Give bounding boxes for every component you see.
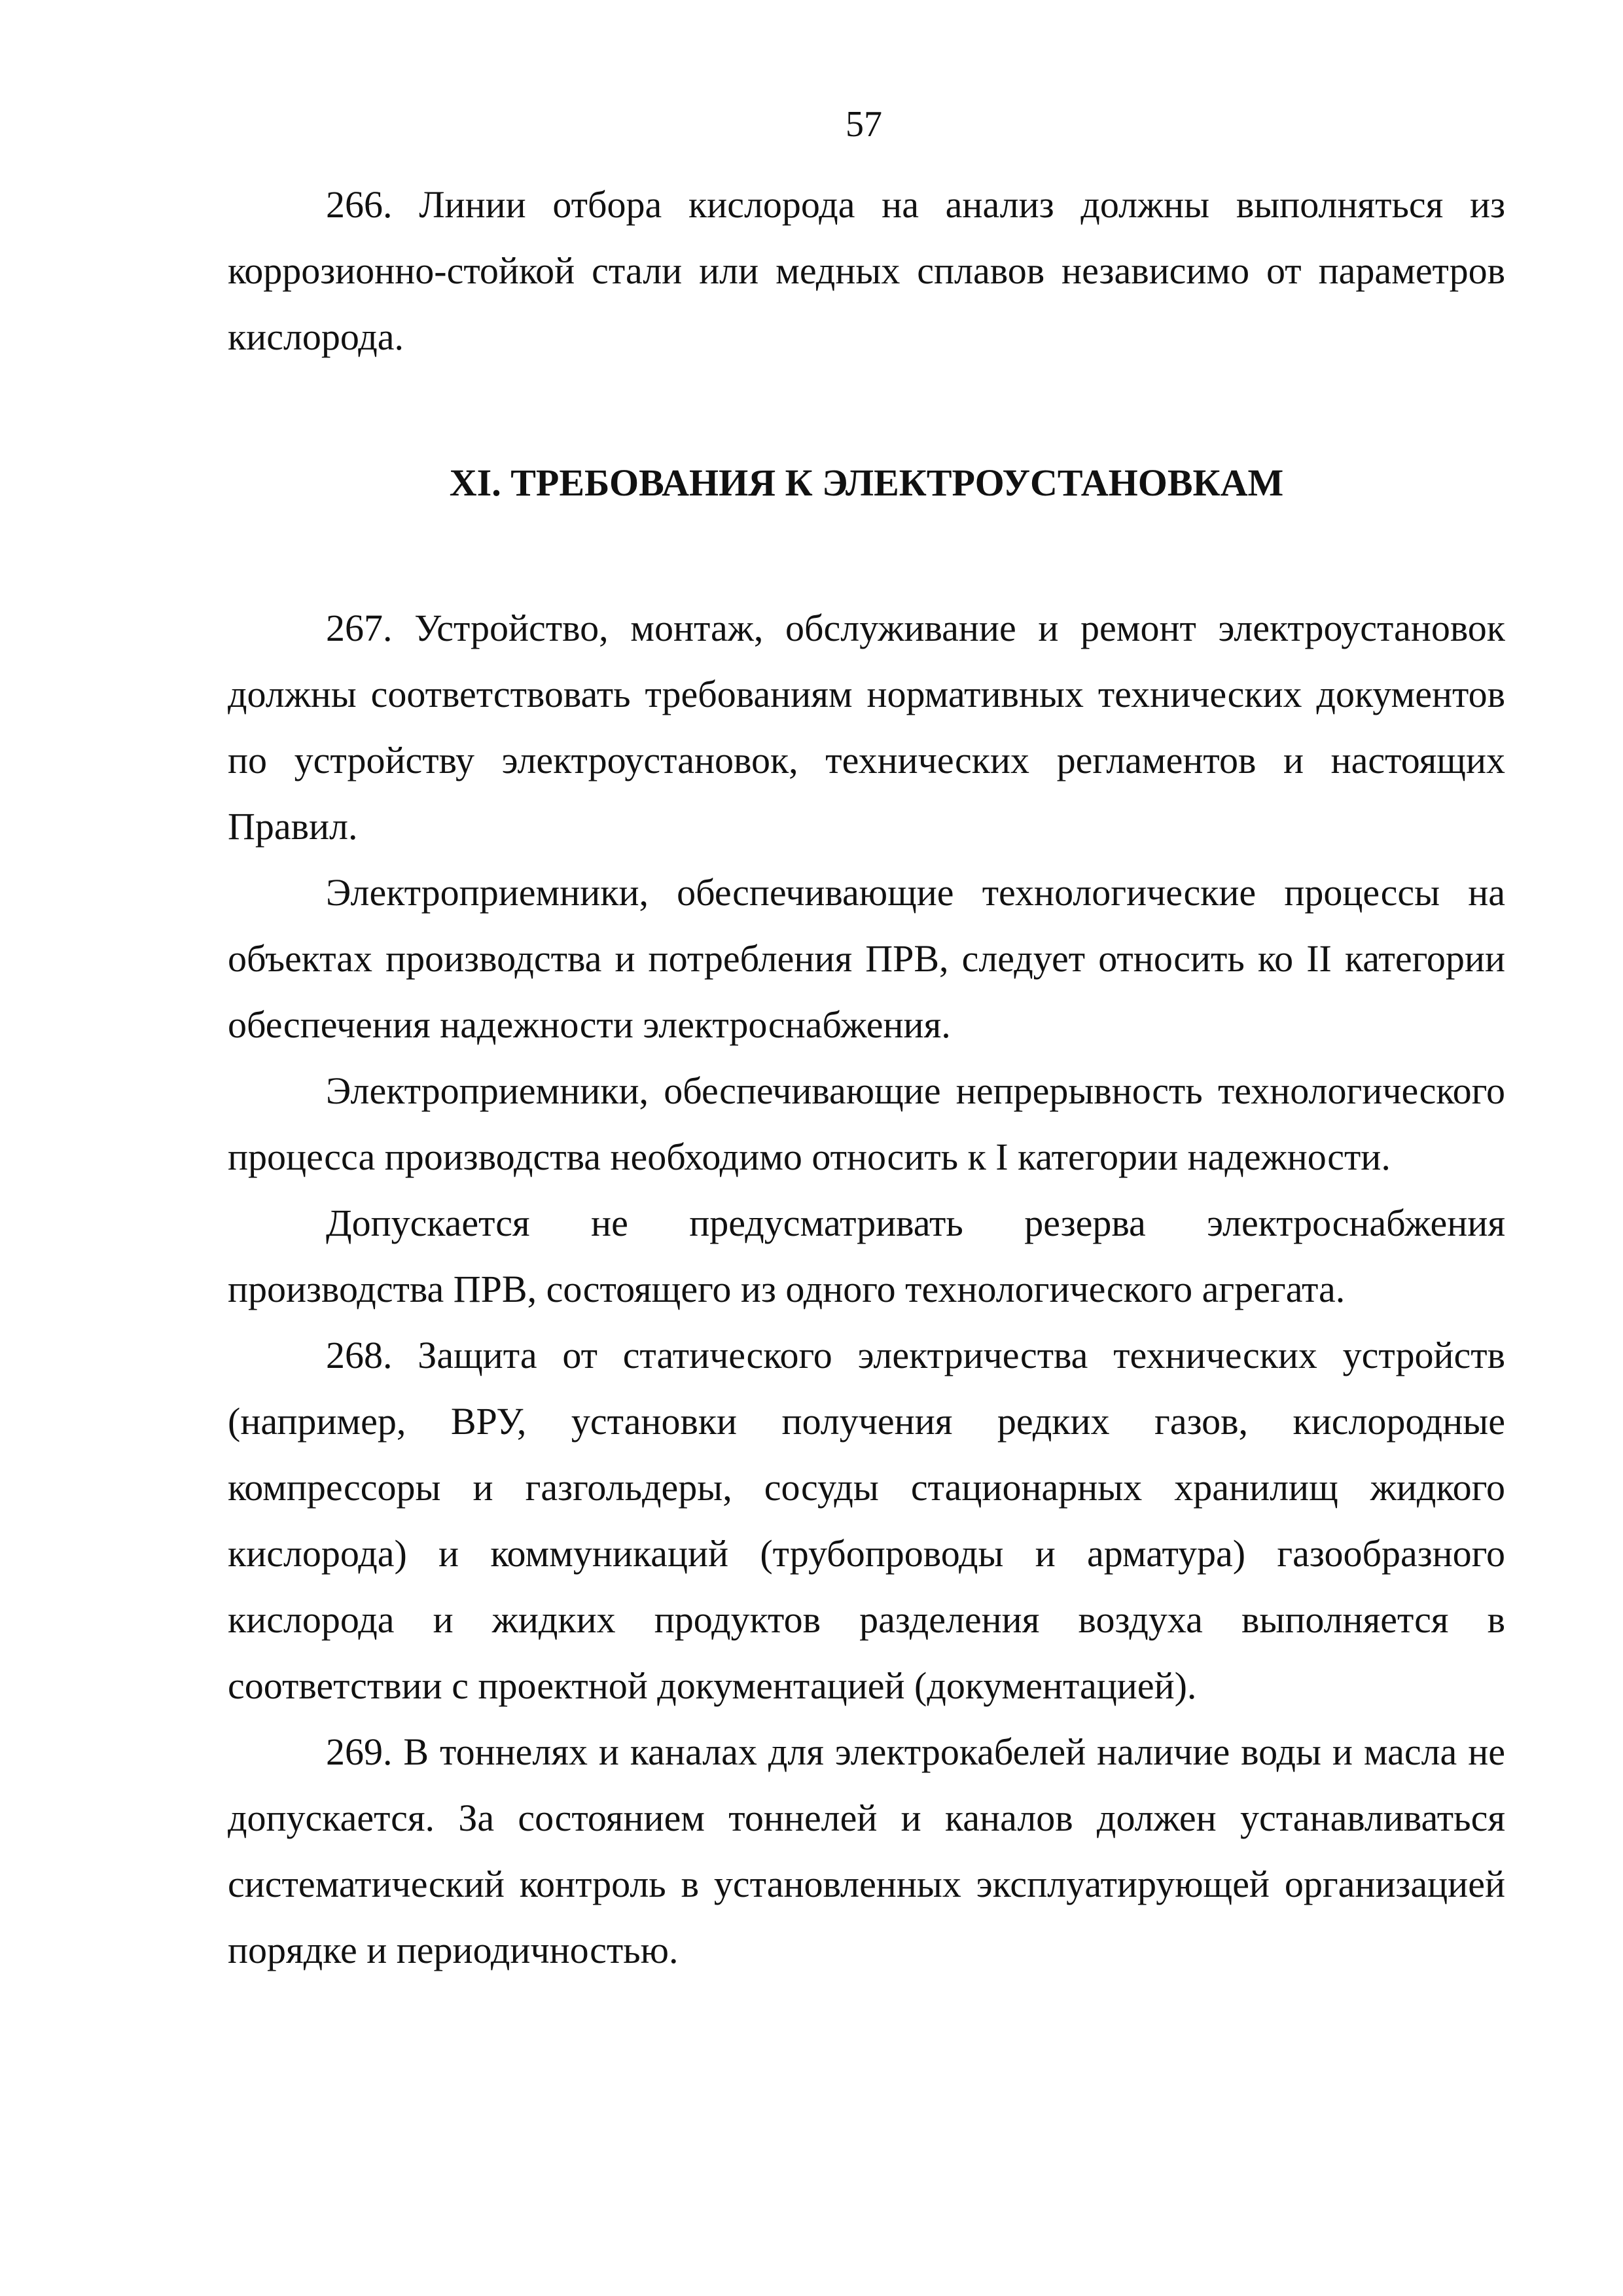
paragraph-268: 268. Защита от статического электричества технических устройств (например, ВРУ, установки получения редких газов, кислородные компрессоры и газгольдеры, сосуды стационарных хранилищ жидкого кислорода) и коммуникаций (трубопроводы и арматура) газообразного кислорода и жидких продуктов разделения воздуха выполняется в соответствии с проектной документацией (документацией). (228, 1334, 1505, 1707)
paragraph-267: 267. Устройство, монтаж, обслуживание и ремонт электроустановок должны соответствовать требованиям нормативных технических документов по устройству электроустановок, технических регламентов и настоящих Правил. (228, 607, 1505, 848)
document-body (228, 171, 1505, 1983)
paragraph-267-reserve: Допускается не предусматривать резерва электроснабжения производства ПРВ, состоящего из одного технологического агрегата. (228, 1202, 1505, 1310)
paragraph-267-category-i: Электроприемники, обеспечивающие непрерывность технологического процесса производства необходимо относить к I категории надежности. (228, 1069, 1505, 1178)
paragraph-266: 266. Линии отбора кислорода на анализ должны выполняться из коррозионно-стойкой стали или медных сплавов независимо от параметров кислорода. (228, 183, 1505, 358)
section-heading: XI. ТРЕБОВАНИЯ К ЭЛЕКТРОУСТАНОВКАМ (449, 461, 1284, 504)
page-number: 57 (846, 104, 882, 145)
paragraph-269: 269. В тоннелях и каналах для электрокабелей наличие воды и масла не допускается. За состоянием тоннелей и каналов должен устанавливаться систематический контроль в установленных эксплуатирующей организацией порядке и периодичностью. (228, 1731, 1505, 1971)
spacer (228, 370, 1505, 450)
paragraph-267-category-ii: Электроприемники, обеспечивающие технологические процессы на объектах производства и потребления ПРВ, следует относить ко II категории обеспечения надежности электроснабжения. (228, 871, 1505, 1046)
spacer (228, 516, 1505, 595)
